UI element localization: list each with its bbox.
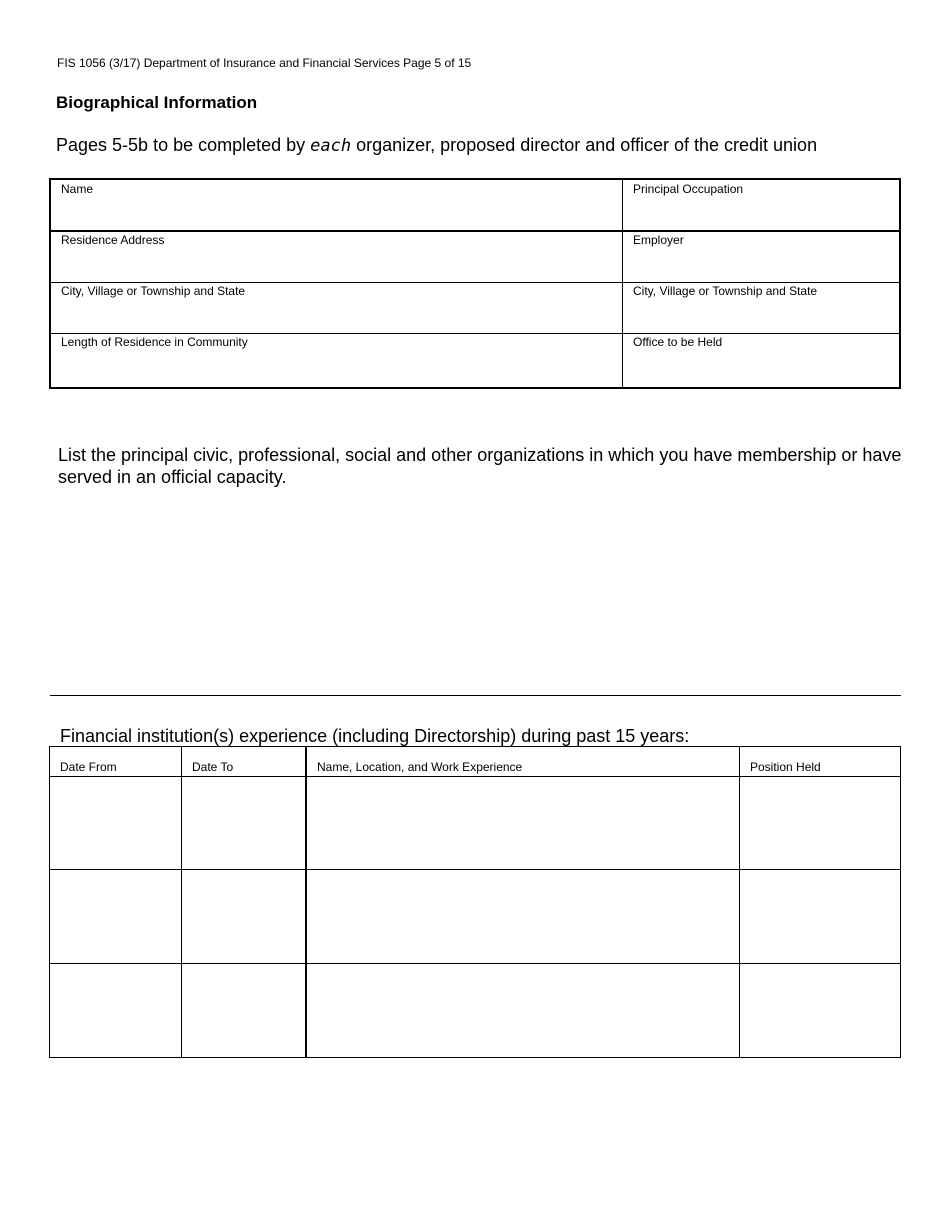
- organizations-prompt: List the principal civic, professional, social and other organizations in which you have membership or have served in an official capacity.: [58, 445, 902, 487]
- table-row[interactable]: [50, 870, 900, 963]
- organizations-answer-area[interactable]: [50, 500, 901, 690]
- principal-occupation-label: Principal Occupation: [633, 182, 744, 196]
- name-field[interactable]: [51, 180, 622, 230]
- instruction-after: organizer, proposed director and officer of the credit union: [351, 135, 818, 155]
- office-to-be-held-field[interactable]: [623, 333, 899, 387]
- instruction-text: [56, 135, 817, 156]
- employer-field[interactable]: [623, 231, 899, 282]
- column-header-date-to: Date To: [192, 760, 234, 774]
- residence-address-field[interactable]: [51, 231, 622, 282]
- instruction-emphasis: each: [310, 136, 352, 156]
- residence-city-field[interactable]: [51, 282, 622, 333]
- employer-label: Employer: [633, 233, 684, 247]
- column-header-date-from: Date From: [60, 760, 117, 774]
- section-divider: [50, 695, 901, 696]
- table-row[interactable]: [50, 964, 900, 1057]
- column-header-position-held: Position Held: [750, 760, 821, 774]
- instruction-before: Pages 5-5b to be completed by: [56, 135, 311, 155]
- office-to-be-held-label: Office to be Held: [633, 335, 723, 349]
- principal-occupation-field[interactable]: [623, 180, 899, 230]
- column-header-name-location: Name, Location, and Work Experience: [317, 760, 523, 774]
- financial-experience-table: [49, 746, 901, 1058]
- employer-city-field[interactable]: [623, 282, 899, 333]
- section-title: Biographical Information: [56, 93, 258, 112]
- form-header: FIS 1056 (3/17) Department of Insurance and Financial Services Page 5 of 15: [57, 56, 472, 70]
- employer-city-label: City, Village or Township and State: [633, 284, 818, 298]
- residence-address-label: Residence Address: [61, 233, 165, 247]
- name-label: Name: [61, 182, 94, 196]
- table-row[interactable]: [50, 777, 900, 869]
- length-of-residence-label: Length of Residence in Community: [61, 335, 248, 349]
- financial-experience-title: Financial institution(s) experience (including Directorship) during past 15 years:: [60, 726, 690, 746]
- length-of-residence-field[interactable]: [51, 333, 622, 387]
- residence-city-label: City, Village or Township and State: [61, 284, 246, 298]
- biographical-table: [49, 178, 901, 389]
